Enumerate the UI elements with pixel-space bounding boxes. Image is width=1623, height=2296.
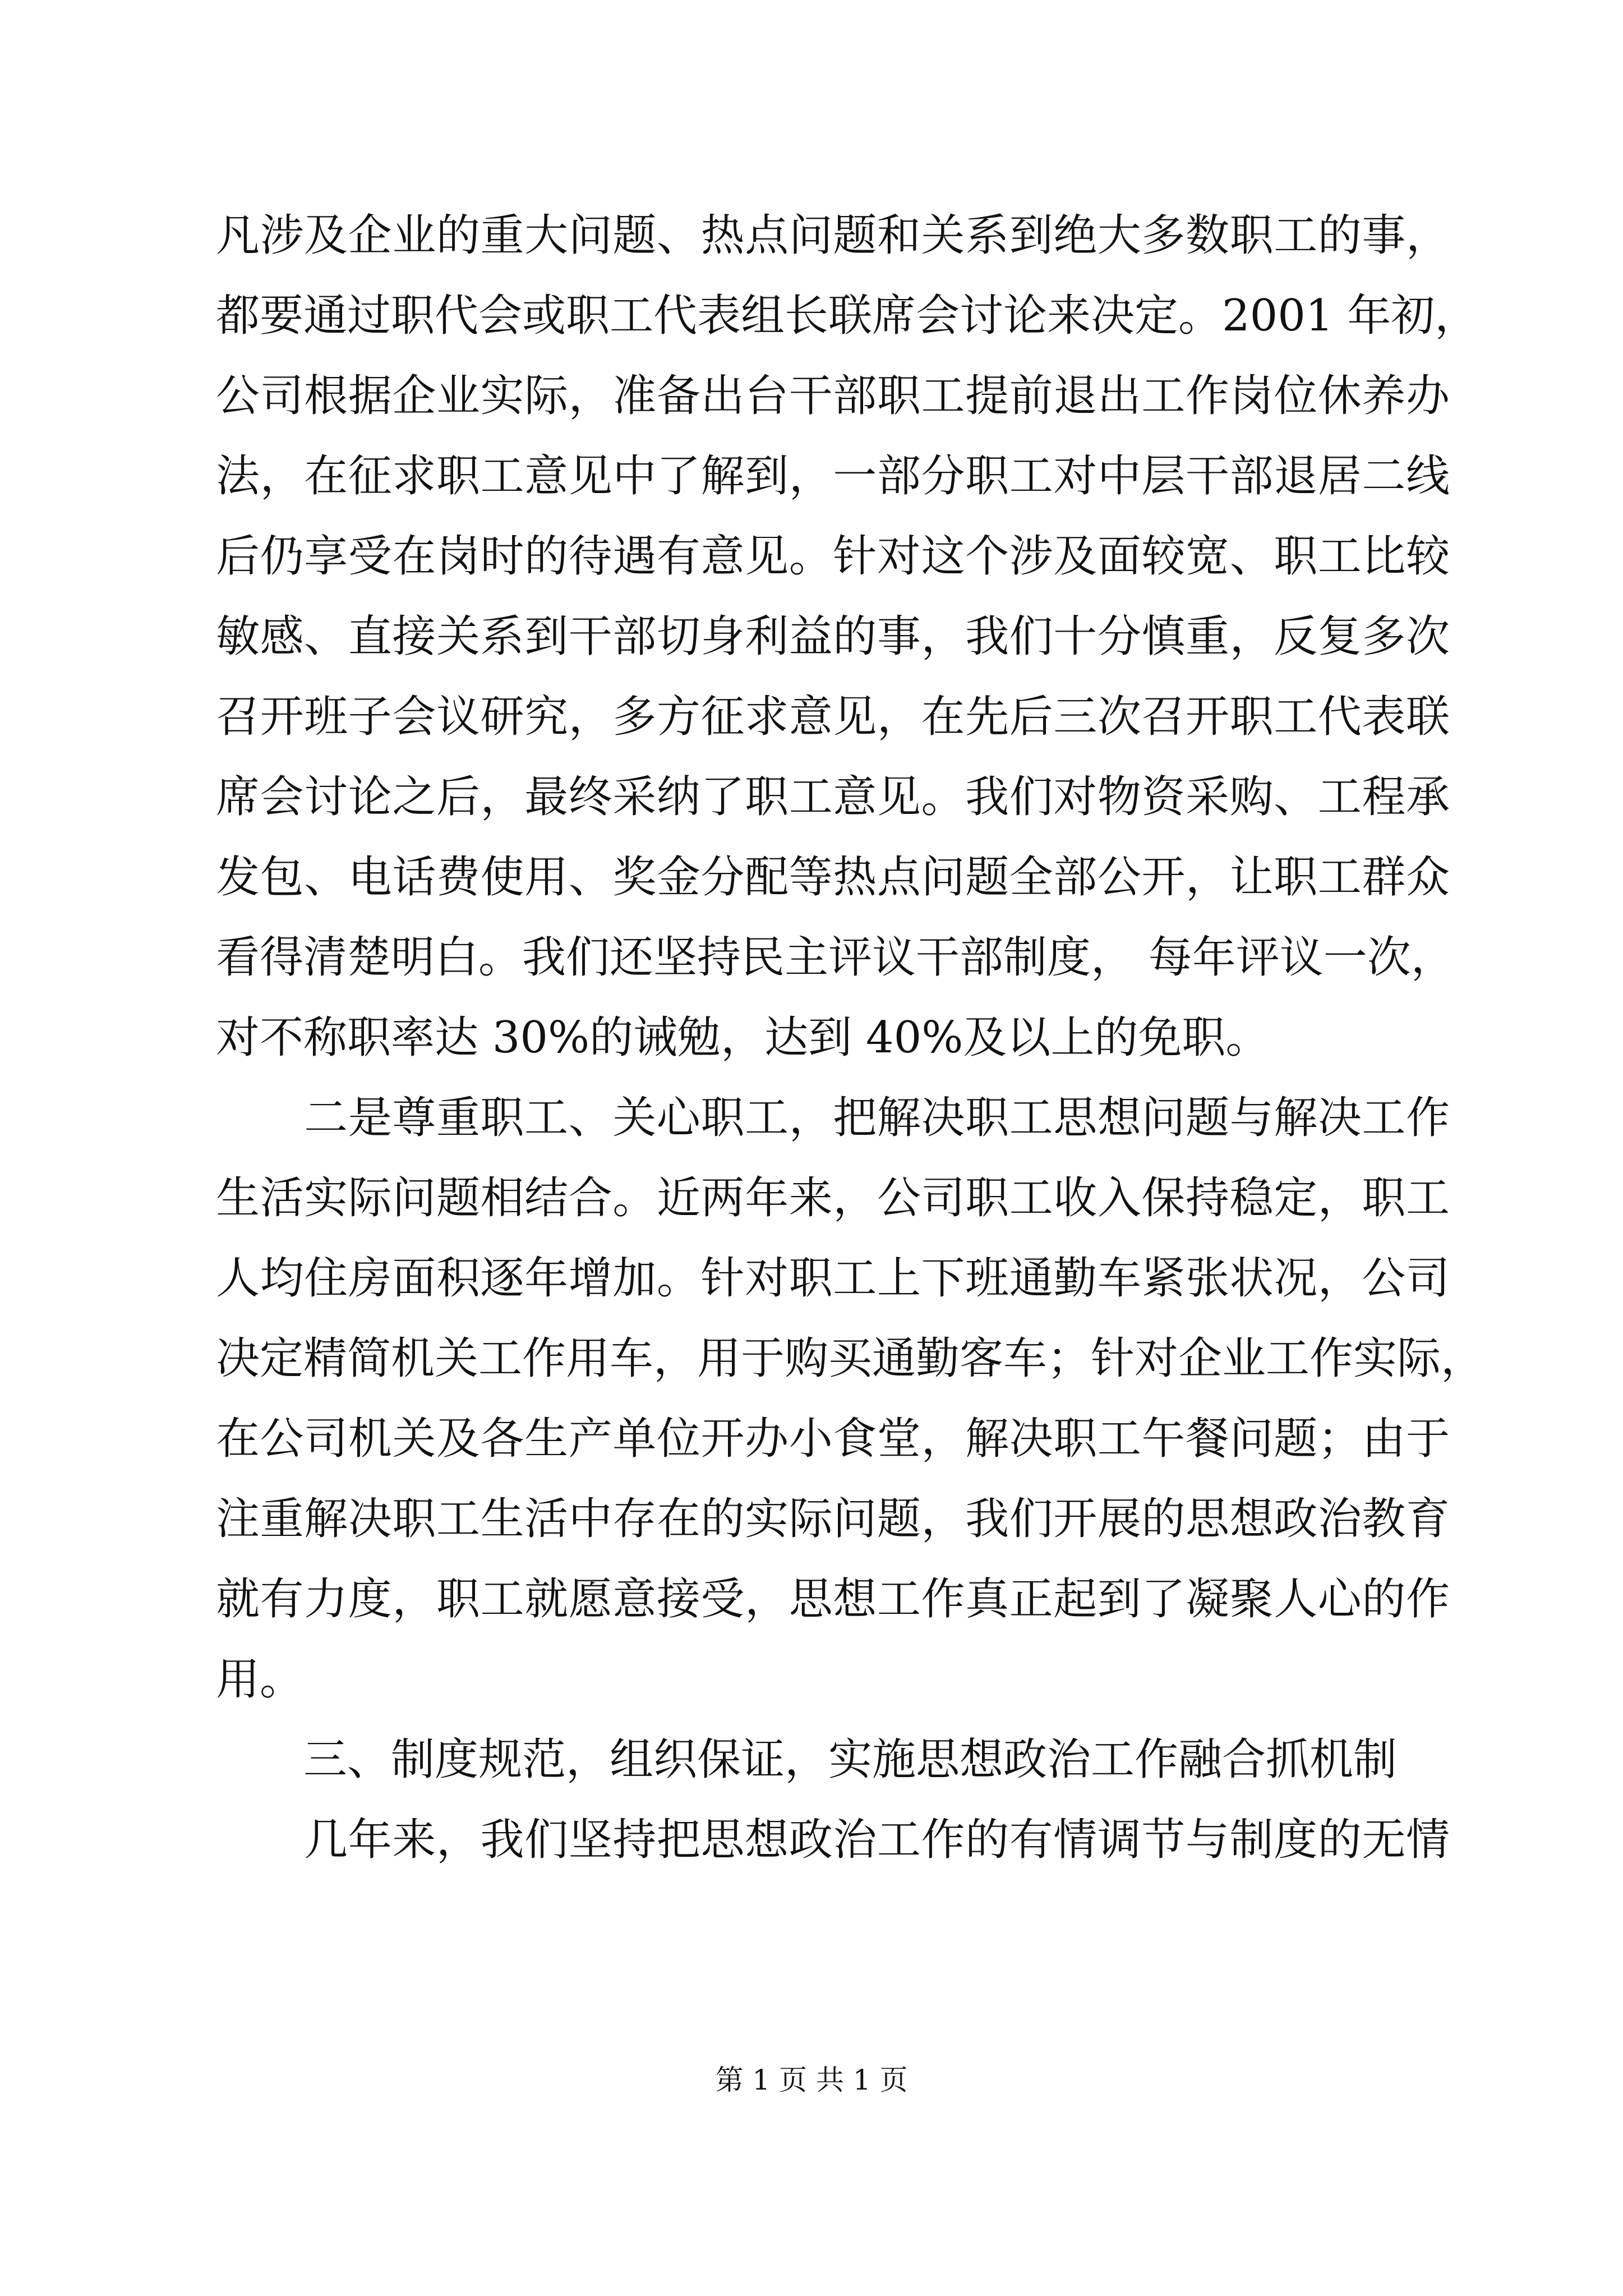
page-footer: 第 1 页 共 1 页 xyxy=(715,2064,908,2096)
paragraph-line: 就有力度，职工就愿意接受，思想工作真正起到了凝聚人心的作 xyxy=(216,1574,1450,1625)
paragraph-line: 决定精简机关工作用车，用于购买通勤客车；针对企业工作实际， xyxy=(216,1333,1485,1384)
paragraph-line: 后仍享受在岗时的待遇有意见。针对这个涉及面较宽、职工比较 xyxy=(216,531,1450,582)
paragraph-line: 都要通过职代会或职工代表组长联席会讨论来决定。2001 年初， xyxy=(216,291,1479,341)
paragraph-line: 敏感、直接关系到干部切身利益的事，我们十分慎重，反复多次 xyxy=(216,611,1450,662)
paragraph-line: 公司根据企业实际，准备出台干部职工提前退出工作岗位休养办 xyxy=(216,371,1450,421)
paragraph-line: 对不称职率达 30%的诫勉，达到 40%及以上的免职。 xyxy=(216,1013,1270,1063)
paragraph-line: 注重解决职工生活中存在的实际问题，我们开展的思想政治教育 xyxy=(216,1494,1450,1544)
paragraph-line: 凡涉及企业的重大问题、热点问题和关系到绝大多数职工的事， xyxy=(216,210,1450,261)
paragraph-line: 几年来，我们坚持把思想政治工作的有情调节与制度的无情 xyxy=(216,1815,1450,1865)
paragraph-line: 法，在征求职工意见中了解到，一部分职工对中层干部退居二线 xyxy=(216,451,1450,501)
paragraph-line: 席会讨论之后，最终采纳了职工意见。我们对物资采购、工程承 xyxy=(216,772,1450,822)
paragraph-line: 发包、电话费使用、奖金分配等热点问题全部公开，让职工群众 xyxy=(216,852,1450,903)
paragraph-line: 看得清楚明白。我们还坚持民主评议干部制度， 每年评议一次， xyxy=(216,932,1455,983)
paragraph-line: 生活实际问题相结合。近两年来，公司职工收入保持稳定，职工 xyxy=(216,1173,1450,1223)
paragraph-line: 召开班子会议研究，多方征求意见，在先后三次召开职工代表联 xyxy=(216,692,1450,742)
paragraph-line: 在公司机关及各生产单位开办小食堂，解决职工午餐问题；由于 xyxy=(216,1414,1450,1464)
paragraph-line: 人均住房面积逐年增加。针对职工上下班通勤车紧张状况，公司 xyxy=(216,1253,1450,1304)
paragraph-line: 用。 xyxy=(216,1654,304,1705)
paragraph-line: 二是尊重职工、关心职工，把解决职工思想问题与解决工作 xyxy=(216,1093,1450,1143)
section-heading: 三、制度规范，组织保证，实施思想政治工作融合抓机制 xyxy=(216,1734,1398,1785)
